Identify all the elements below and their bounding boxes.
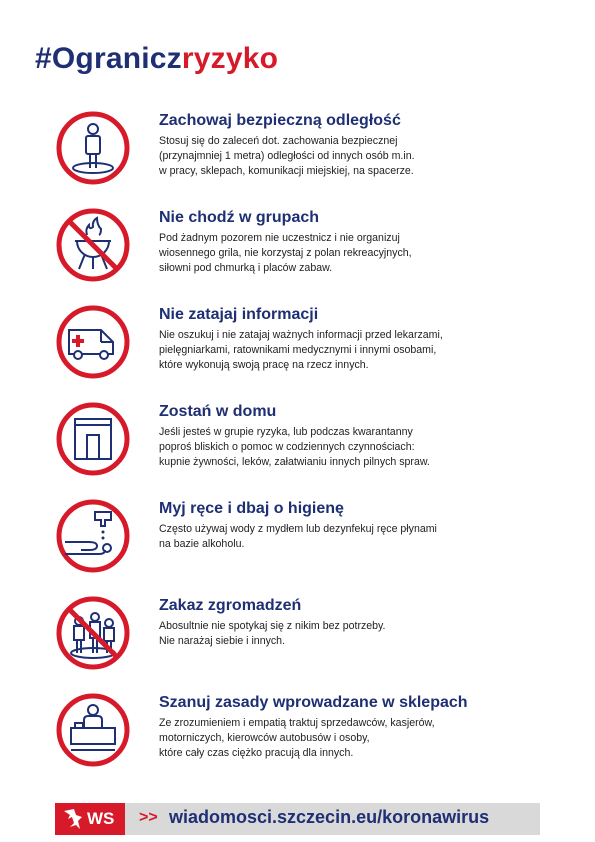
shop-counter-icon [55, 692, 131, 768]
item-body [159, 522, 549, 552]
title-part-1: #Ogranicz [35, 42, 182, 75]
logo-text: WS [87, 809, 115, 828]
item-line: kupnie żywności, leków, załatwianiu innych pilnych spraw. [159, 456, 430, 469]
item-line: Ze zrozumieniem i empatią traktuj sprzedawców, kasjerów, [159, 717, 435, 729]
item-line: pielęgniarkami, ratownikami medycznymi i innymi osobami, [159, 344, 437, 357]
item-line: które wykonują swoją pracę na rzecz innych. [159, 359, 369, 372]
page-title [35, 42, 278, 76]
rule-item-stay-home [55, 401, 575, 491]
item-heading: Nie zatajaj informacji [159, 306, 319, 323]
item-line: Nie oszukuj i nie zatajaj ważnych informacji przed lekarzami, [159, 329, 443, 341]
ambulance-icon [55, 304, 131, 380]
rule-item-shops [55, 692, 575, 782]
item-line: wiosennego grila, nie korzystaj z polan rekreacyjnych, [159, 247, 412, 260]
house-icon [55, 401, 131, 477]
footer-link[interactable]: wiadomosci.szczecin.eu/koronawirus [169, 807, 490, 827]
item-line: poproś bliskich o pomoc w codziennych czynnościach: [159, 441, 415, 454]
rule-item-hygiene [55, 498, 575, 588]
item-line: Stosuj się do zaleceń dot. zachowania bezpiecznej [159, 135, 398, 147]
item-body [159, 619, 549, 649]
item-line: (przynajmniej 1 metra) odległości od innych osób m.in. [159, 150, 415, 163]
title-part-2: ryzyko [181, 42, 279, 75]
item-line: Nie narażaj siebie i innych. [159, 635, 286, 648]
item-heading: Zostań w domu [159, 403, 277, 420]
item-body [159, 134, 549, 180]
item-line: Abosultnie nie spotykaj się z nikim bez potrzeby. [159, 620, 386, 632]
item-body [159, 328, 549, 374]
footer-bar [55, 803, 540, 835]
rule-item-groups [55, 207, 575, 297]
item-line: które cały czas ciężko pracują dla innych. [159, 747, 354, 760]
item-line: Pod żadnym pozorem nie uczestnicz i nie organizuj [159, 232, 400, 244]
item-line: w pracy, sklepach, komunikacji miejskiej, na spacerze. [159, 165, 414, 178]
item-line: na bazie alkoholu. [159, 538, 245, 551]
item-heading: Szanuj zasady wprowadzane w sklepach [159, 694, 468, 711]
griffin-logo-icon [60, 807, 84, 831]
rule-item-distance [55, 110, 575, 200]
item-line: Często używaj wody z mydłem lub dezynfekuj ręce płynami [159, 523, 437, 535]
hand-washing-icon [55, 498, 131, 574]
item-body [159, 425, 549, 471]
item-heading: Nie chodź w grupach [159, 209, 320, 226]
item-line: siłowni pod chmurką i placów zabaw. [159, 262, 333, 275]
item-line: Jeśli jesteś w grupie ryzyka, lub podczas kwarantanny [159, 426, 413, 438]
group-icon [55, 595, 131, 671]
rule-item-gatherings [55, 595, 575, 685]
grill-icon [55, 207, 131, 283]
ws-logo [55, 803, 125, 835]
person-distance-icon [55, 110, 131, 186]
item-heading: Zachowaj bezpieczną odległość [159, 112, 401, 129]
item-heading: Zakaz zgromadzeń [159, 597, 302, 614]
arrows-icon: >> [139, 809, 158, 826]
item-heading: Myj ręce i dbaj o higienę [159, 500, 344, 517]
item-line: motorniczych, kierowców autobusów i osoby, [159, 732, 370, 745]
item-body [159, 716, 549, 762]
item-body [159, 231, 549, 277]
rule-item-information [55, 304, 575, 394]
